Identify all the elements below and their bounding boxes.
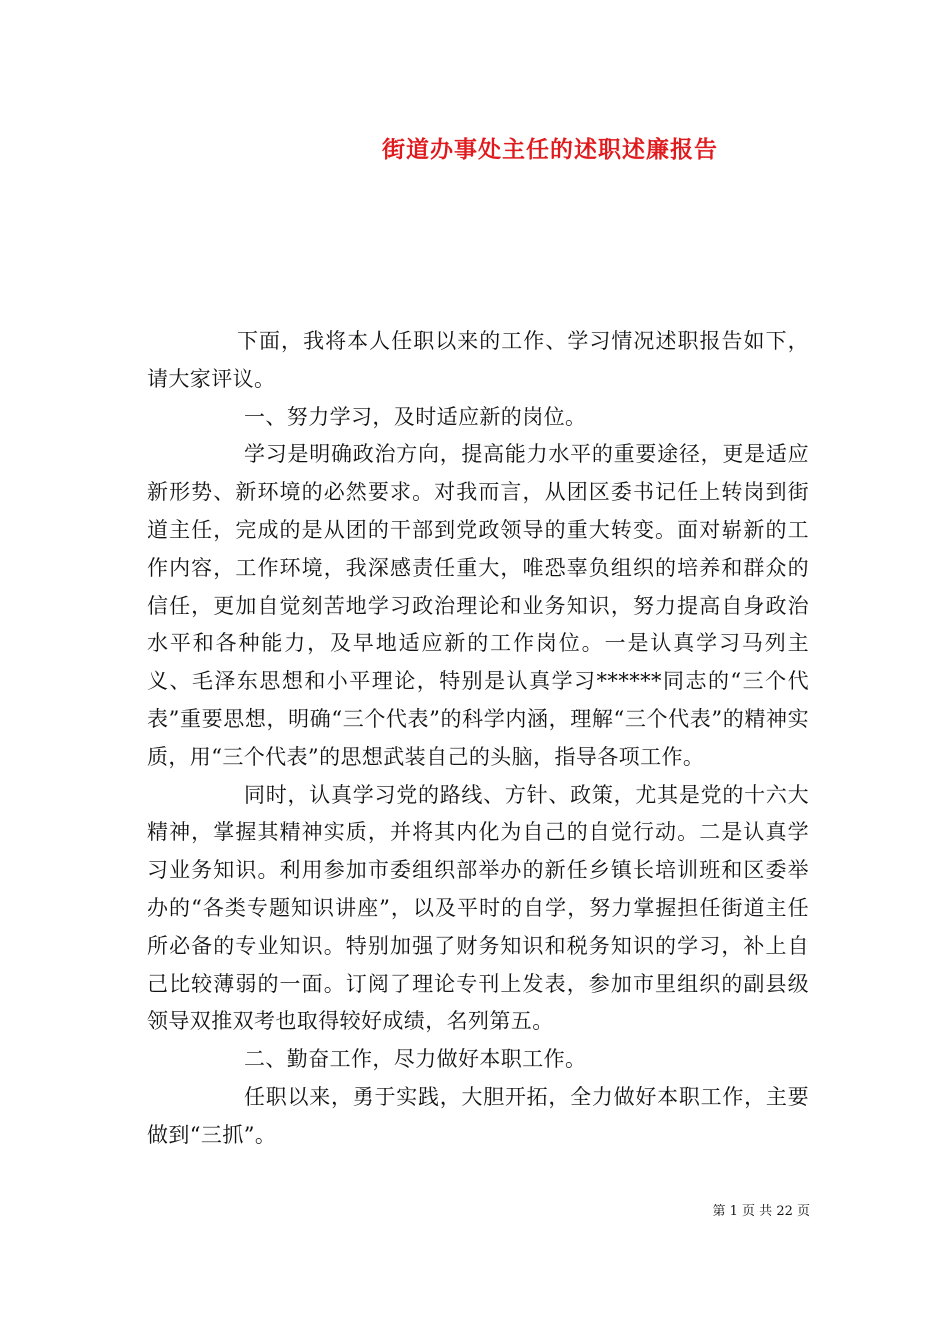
document-title: 街道办事处主任的述职述廉报告	[382, 136, 718, 163]
paragraph-meanwhile: 同时，认真学习党的路线、方针、政策，尤其是党的十六大精神，掌握其精神实质，并将其内化为自己的自觉行动。二是认真学习业务知识。利用参加市委组织部举办的新任乡镇长培训班和区委举办的“各类专题知识讲座”，以及平时的自学，努力掌握担任街道主任所必备的专业知识。特别加强了财务知识和税务知识的学习，补上自己比较薄弱的一面。订阅了理论专刊上发表，参加市里组织的副县级领导双推双考也取得较好成绩，名列第五。	[147, 782, 809, 1034]
paragraph-work: 任职以来，勇于实践，大胆开拓，全力做好本职工作，主要做到“三抓”。	[147, 1084, 809, 1147]
section-heading-2: 二、勤奋工作，尽力做好本职工作。	[244, 1047, 587, 1072]
paragraph-study: 学习是明确政治方向，提高能力水平的重要途径，更是适应新形势、新环境的必然要求。对我而言，从团区委书记任上转岗到街道主任，完成的是从团的干部到党政领导的重大转变。面对崭新的工作内容，工作环境，我深感责任重大，唯恐辜负组织的培养和群众的信任，更加自觉刻苦地学习政治理论和业务知识，努力提高自身政治水平和各种能力，及早地适应新的工作岗位。一是认真学习马列主义、毛泽东思想和小平理论，特别是认真学习******同志的“三个代表”重要思想，明确“三个代表”的科学内涵，理解“三个代表”的精神实质，用“三个代表”的思想武装自己的头脑，指导各项工作。	[147, 442, 809, 769]
page-number-footer: 第 1 页 共 22 页	[712, 1204, 810, 1219]
document-body	[147, 323, 809, 1155]
section-heading-1: 一、努力学习，及时适应新的岗位。	[244, 404, 587, 429]
paragraph-intro: 下面，我将本人任职以来的工作、学习情况述职报告如下，请大家评议。	[147, 329, 809, 391]
